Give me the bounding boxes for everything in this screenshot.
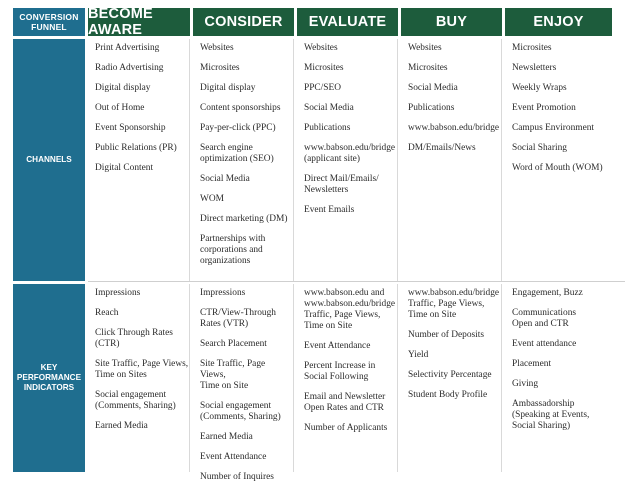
list-item: Microsites bbox=[304, 63, 344, 73]
channels-consider bbox=[193, 39, 294, 281]
list-item: Digital Content bbox=[95, 163, 154, 173]
stage-become-aware: BECOME AWARE bbox=[88, 8, 190, 36]
list-item: Digital display bbox=[95, 83, 151, 93]
list-item: CTR/View-Through Rates (VTR) bbox=[200, 308, 276, 329]
list-item: Event Attendance bbox=[304, 341, 371, 351]
kpi-become-aware bbox=[88, 284, 190, 472]
list-item: Site Traffic, Page Views, Time on Site bbox=[200, 359, 266, 391]
list-item: Content sponsorships bbox=[200, 103, 281, 113]
list-item: Websites bbox=[304, 43, 338, 53]
stage-buy: BUY bbox=[401, 8, 502, 36]
list-item: www.babson.edu/bridge (applicant site) bbox=[304, 143, 396, 164]
kpi-buy bbox=[401, 284, 502, 472]
list-item: Click Through Rates (CTR) bbox=[95, 328, 173, 349]
list-item: www.babson.edu/bridge Traffic, Page Views, Time on Site bbox=[408, 288, 500, 320]
list-item: Microsites bbox=[200, 63, 240, 73]
list-item: Number of Deposits bbox=[408, 330, 485, 340]
list-item: Social Media bbox=[304, 103, 354, 113]
section-divider bbox=[88, 281, 625, 282]
kpi-label: KEY PERFORMANCE INDICATORS bbox=[13, 284, 85, 472]
list-item: Social Sharing bbox=[512, 143, 567, 153]
list-item: Publications bbox=[304, 123, 351, 133]
list-item: Publications bbox=[408, 103, 455, 113]
list-item: DM/Emails/News bbox=[408, 143, 476, 153]
list-item: Social engagement (Comments, Sharing) bbox=[95, 390, 176, 411]
list-item: Microsites bbox=[408, 63, 448, 73]
list-item: Microsites bbox=[512, 43, 552, 53]
list-item: Search Placement bbox=[200, 339, 267, 349]
channels-enjoy bbox=[505, 39, 612, 281]
list-item: Placement bbox=[512, 359, 552, 369]
list-item: Site Traffic, Page Views, Time on Sites bbox=[95, 359, 189, 380]
list-item: Engagement, Buzz bbox=[512, 288, 583, 298]
list-item: Ambassadorship (Speaking at Events, Social Sharing) bbox=[512, 399, 590, 431]
list-item: Earned Media bbox=[95, 421, 148, 431]
list-item: Digital display bbox=[200, 83, 256, 93]
conversion-funnel-table bbox=[13, 6, 625, 482]
list-item: Radio Advertising bbox=[95, 63, 164, 73]
list-item: Giving bbox=[512, 379, 539, 389]
list-item: Partnerships with corporations and organizations bbox=[200, 234, 266, 266]
list-item: Direct Mail/Emails/ Newsletters bbox=[304, 174, 379, 195]
list-item: Communications Open and CTR bbox=[512, 308, 577, 329]
list-item: Public Relations (PR) bbox=[95, 143, 177, 153]
list-item: Social engagement (Comments, Sharing) bbox=[200, 401, 281, 422]
channels-evaluate bbox=[297, 39, 398, 281]
stage-consider: CONSIDER bbox=[193, 8, 294, 36]
list-item: Number of Inquires bbox=[200, 472, 274, 482]
list-item: Yield bbox=[408, 350, 429, 360]
list-item: Campus Environment bbox=[512, 123, 595, 133]
list-item: Event Promotion bbox=[512, 103, 576, 113]
list-item: Social Media bbox=[408, 83, 458, 93]
kpi-enjoy bbox=[505, 284, 612, 472]
list-item: Weekly Wraps bbox=[512, 83, 567, 93]
list-item: Event Attendance bbox=[200, 452, 267, 462]
list-item: Email and Newsletter Open Rates and CTR bbox=[304, 392, 386, 413]
channels-section bbox=[13, 39, 625, 281]
list-item: Impressions bbox=[200, 288, 246, 298]
list-item: Pay-per-click (PPC) bbox=[200, 123, 276, 133]
stage-enjoy: ENJOY bbox=[505, 8, 612, 36]
list-item: Event Sponsorship bbox=[95, 123, 166, 133]
list-item: Word of Mouth (WOM) bbox=[512, 163, 603, 173]
list-item: WOM bbox=[200, 194, 224, 204]
kpi-section bbox=[13, 284, 625, 482]
list-item: PPC/SEO bbox=[304, 83, 341, 93]
list-item: Direct marketing (DM) bbox=[200, 214, 288, 224]
list-item: Reach bbox=[95, 308, 119, 318]
list-item: Websites bbox=[200, 43, 234, 53]
list-item: Impressions bbox=[95, 288, 141, 298]
list-item: Out of Home bbox=[95, 103, 145, 113]
table-header bbox=[13, 8, 625, 36]
list-item: Search engine optimization (SEO) bbox=[200, 143, 274, 164]
kpi-consider bbox=[193, 284, 294, 482]
channels-become-aware bbox=[88, 39, 190, 281]
list-item: Selectivity Percentage bbox=[408, 370, 492, 380]
list-item: Newsletters bbox=[512, 63, 557, 73]
list-item: www.babson.edu and www.babson.edu/bridge Traffic, Page Views, Time on Site bbox=[304, 288, 396, 331]
stage-evaluate: EVALUATE bbox=[297, 8, 398, 36]
kpi-evaluate bbox=[297, 284, 398, 472]
list-item: Percent Increase in Social Following bbox=[304, 361, 376, 382]
list-item: Event attendance bbox=[512, 339, 577, 349]
list-item: Earned Media bbox=[200, 432, 253, 442]
list-item: Number of Applicants bbox=[304, 423, 388, 433]
channels-label: CHANNELS bbox=[13, 39, 85, 281]
list-item: Student Body Profile bbox=[408, 390, 488, 400]
list-item: Event Emails bbox=[304, 205, 355, 215]
channels-buy bbox=[401, 39, 502, 281]
list-item: Websites bbox=[408, 43, 442, 53]
list-item: Print Advertising bbox=[95, 43, 160, 53]
list-item: www.babson.edu/bridge bbox=[408, 123, 500, 133]
list-item: Social Media bbox=[200, 174, 250, 184]
funnel-label: CONVERSION FUNNEL bbox=[13, 8, 85, 36]
